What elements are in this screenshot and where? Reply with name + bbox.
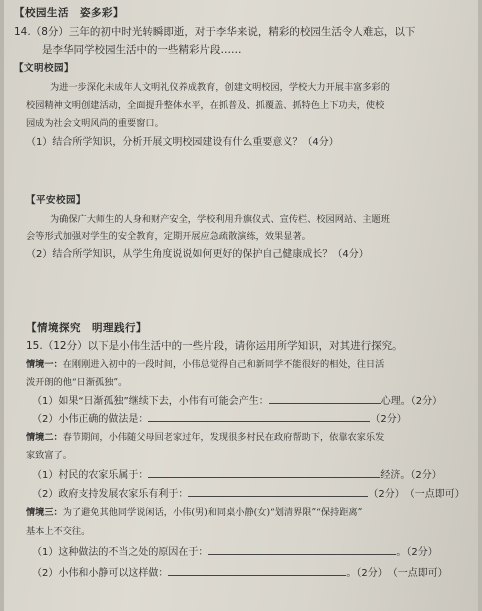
sub2-paragraph-line1: 为确保广大师生的人身和财产安全，学校利用升旗仪式、宣传栏、校园网站、主题班 [50, 214, 390, 225]
scenario3-q2-suffix: 。（2分） （一点即可） [346, 568, 448, 579]
sub1-paragraph-line2: 校园精神文明创建活动，全面提升整体水平，在抓普及、抓覆盖、抓特色上下功夫，使校 [26, 100, 385, 111]
q14-intro-line2: 是李华同学校园生活中的一些精彩片段…… [42, 44, 242, 56]
scenario3-q1-prompt: （1）这种做法的不当之处的原因在于： [32, 547, 209, 558]
scenario3-q2-answer-blank[interactable] [168, 574, 346, 576]
scenario1-label: 情境一： [26, 359, 63, 370]
sub1-paragraph-line1: 为进一步深化未成年人文明礼仪养成教育，创建文明校园，学校大力开展丰富多彩的 [50, 82, 390, 93]
section2-header: 【情境探究 明理践行】 [26, 322, 147, 334]
scenario3-q2-prompt: （2）小伟和小静可以这样做： [32, 568, 169, 579]
q15-line [26, 338, 403, 353]
scenario3-label: 情境三： [26, 507, 63, 518]
exam-sheet [4, 0, 478, 611]
q15-number: 15. [26, 340, 43, 352]
q14-score: （8分） [30, 26, 69, 38]
scenario3-q1-suffix: 。（2分） [396, 547, 438, 558]
scenario2-q2-answer-blank[interactable] [188, 495, 368, 497]
scenario3-q1 [32, 543, 438, 558]
q14-line1 [14, 24, 415, 39]
scenario3-q2 [32, 564, 448, 579]
scenario2-text-line2: 家致富了。 [26, 450, 72, 461]
q14-number: 14. [14, 26, 31, 38]
scenario2-q1-answer-blank[interactable] [148, 476, 380, 478]
scenario2-q1-suffix: 经济。（2分） [380, 470, 442, 481]
q14-intro-line1: 三年的初中时光转瞬即逝，对于李华来说，精彩的校园生活令人难忘，以下 [68, 26, 416, 38]
sub1-question: （1）结合所学知识，分析开展文明校园建设有什么重要意义？（4分） [26, 137, 339, 148]
sub1-paragraph-line3: 园成为社会文明风尚的重要窗口。 [26, 118, 164, 129]
sub2-header: 【平安校园】 [26, 195, 87, 206]
scenario3-line1 [26, 504, 362, 518]
scenario2-line1 [26, 429, 384, 443]
scenario1-text-line1: 在刚刚进入初中的一段时间，小伟总觉得自己和新同学不能很好的相处，往日活 [62, 359, 385, 370]
q15-intro: 以下是小伟生活中的一些片段，请你运用所学知识，对其进行探究。 [87, 340, 403, 352]
scenario1-q2-score: （2分） [370, 414, 407, 425]
scenario1-line1 [26, 356, 384, 370]
sub1-header: 【文明校园】 [14, 63, 75, 74]
scenario1-q2-prompt: （2）小伟正确的做法是： [32, 414, 149, 425]
scenario1-q1-answer-blank[interactable] [269, 402, 381, 404]
sub2-paragraph-line2: 会等形式加强对学生的安全教育，定期开展应急疏散演练，效果显著。 [26, 231, 311, 242]
scenario3-text-line1: 为了避免其他同学说闲话，小伟(男)和同桌小静(女)“划清界限”“保持距离” [62, 507, 363, 518]
scenario2-q2-suffix: （2分） （一点即可） [368, 489, 465, 500]
scenario2-q2-prompt: （2）政府支持发展农家乐有利于： [32, 489, 189, 500]
scenario2-q2 [32, 485, 465, 500]
sub2-question: （2）结合所学知识，从学生角度说说如何更好的保护自己健康成长？（4分） [26, 249, 369, 260]
scenario1-q1-prompt: （1）如果“日渐孤独”继续下去，小伟有可能会产生： [32, 396, 269, 407]
scenario3-text-line2: 基本上不交往。 [26, 526, 91, 537]
scenario1-q2 [32, 410, 407, 425]
scenario1-text-line2: 泼开朗的他“日渐孤独”。 [26, 377, 128, 388]
scenario1-q1 [32, 392, 442, 407]
scenario1-q2-answer-blank[interactable] [148, 420, 370, 422]
scenario2-text-line1: 春节期间，小伟随父母回老家过年，发现很多村民在政府帮助下，依靠农家乐发 [62, 432, 385, 443]
scenario1-q1-suffix: 心理。（2分） [380, 396, 443, 407]
q15-score: （12分） [42, 340, 88, 352]
section1-header: 【校园生活 姿多彩】 [14, 7, 124, 19]
scenario2-q1 [32, 466, 442, 481]
scenario2-q1-prompt: （1）村民的农家乐属于： [32, 470, 149, 481]
scenario3-q1-answer-blank[interactable] [208, 553, 396, 555]
scenario2-label: 情境二： [26, 432, 63, 443]
